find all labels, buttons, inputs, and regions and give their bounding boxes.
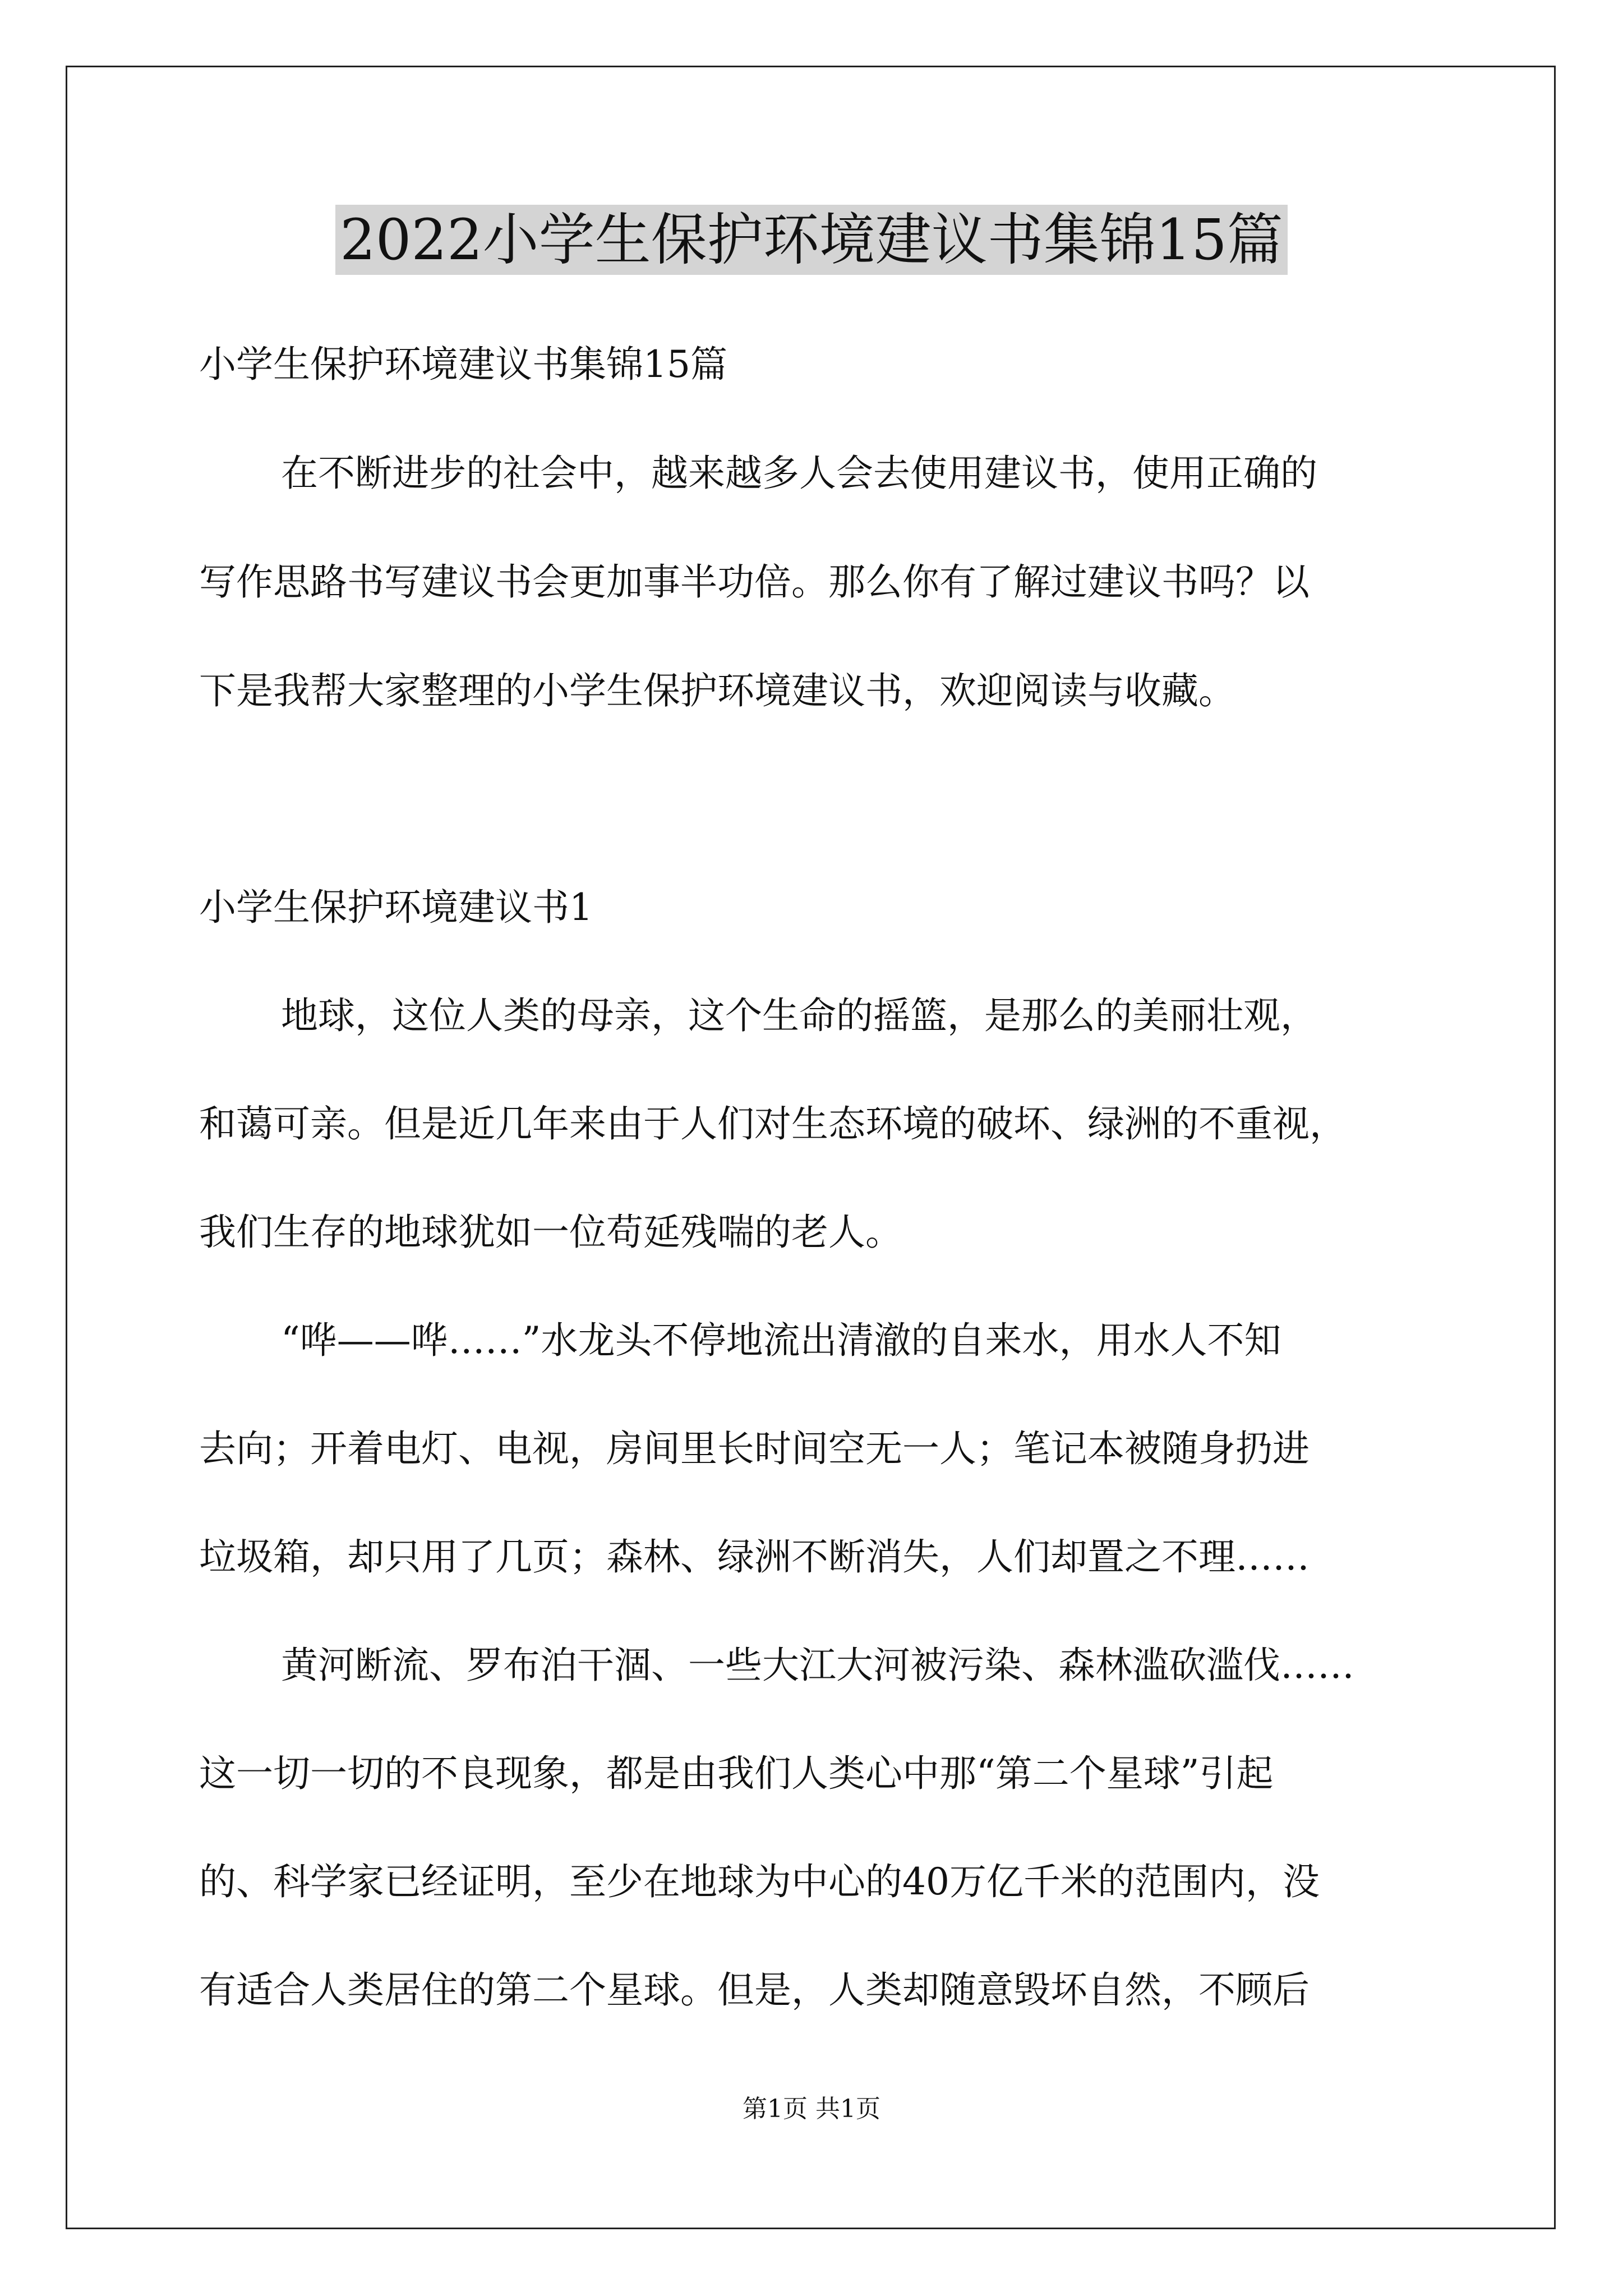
paragraph-line: 写作思路书写建议书会更加事半功倍。那么你有了解过建议书吗？以 — [199, 560, 1310, 604]
paragraph-line: 下是我帮大家整理的小学生保护环境建议书，欢迎阅读与收藏。 — [199, 669, 1235, 712]
paragraph-line: 这一切一切的不良现象，都是由我们人类心中那“第二个星球”引起 — [199, 1752, 1274, 1795]
section-heading: 小学生保护环境建议书1 — [199, 886, 593, 929]
paragraph-line: 地球，这位人类的母亲，这个生命的摇篮，是那么的美丽壮观， — [281, 994, 1317, 1037]
paragraph-line: 垃圾箱，却只用了几页；森林、绿洲不断消失，人们却置之不理…… — [199, 1535, 1310, 1579]
document-title-text: 2022小学生保护环境建议书集锦15篇 — [335, 205, 1288, 275]
subtitle-line: 小学生保护环境建议书集锦15篇 — [199, 343, 727, 386]
paragraph-line: “哗——哗……”水龙头不停地流出清澈的自来水，用水人不知 — [281, 1319, 1281, 1362]
page-footer: 第1页 共1页 — [743, 2095, 880, 2123]
paragraph-line: 在不断进步的社会中，越来越多人会去使用建议书，使用正确的 — [281, 452, 1317, 495]
paragraph-line: 和蔼可亲。但是近几年来由于人们对生态环境的破坏、绿洲的不重视， — [199, 1102, 1347, 1145]
paragraph-line: 黄河断流、罗布泊干涸、一些大江大河被污染、森林滥砍滥伐…… — [281, 1644, 1354, 1687]
paragraph-line: 有适合人类居住的第二个星球。但是，人类却随意毁坏自然，不顾后 — [199, 1968, 1310, 2012]
paragraph-line: 去向；开着电灯、电视，房间里长时间空无一人；笔记本被随身扔进 — [199, 1427, 1310, 1470]
paragraph-line: 的、科学家已经证明，至少在地球为中心的40万亿千米的范围内，没 — [199, 1860, 1320, 1903]
paragraph-line: 我们生存的地球犹如一位苟延残喘的老人。 — [199, 1211, 902, 1254]
document-title — [0, 201, 1623, 279]
